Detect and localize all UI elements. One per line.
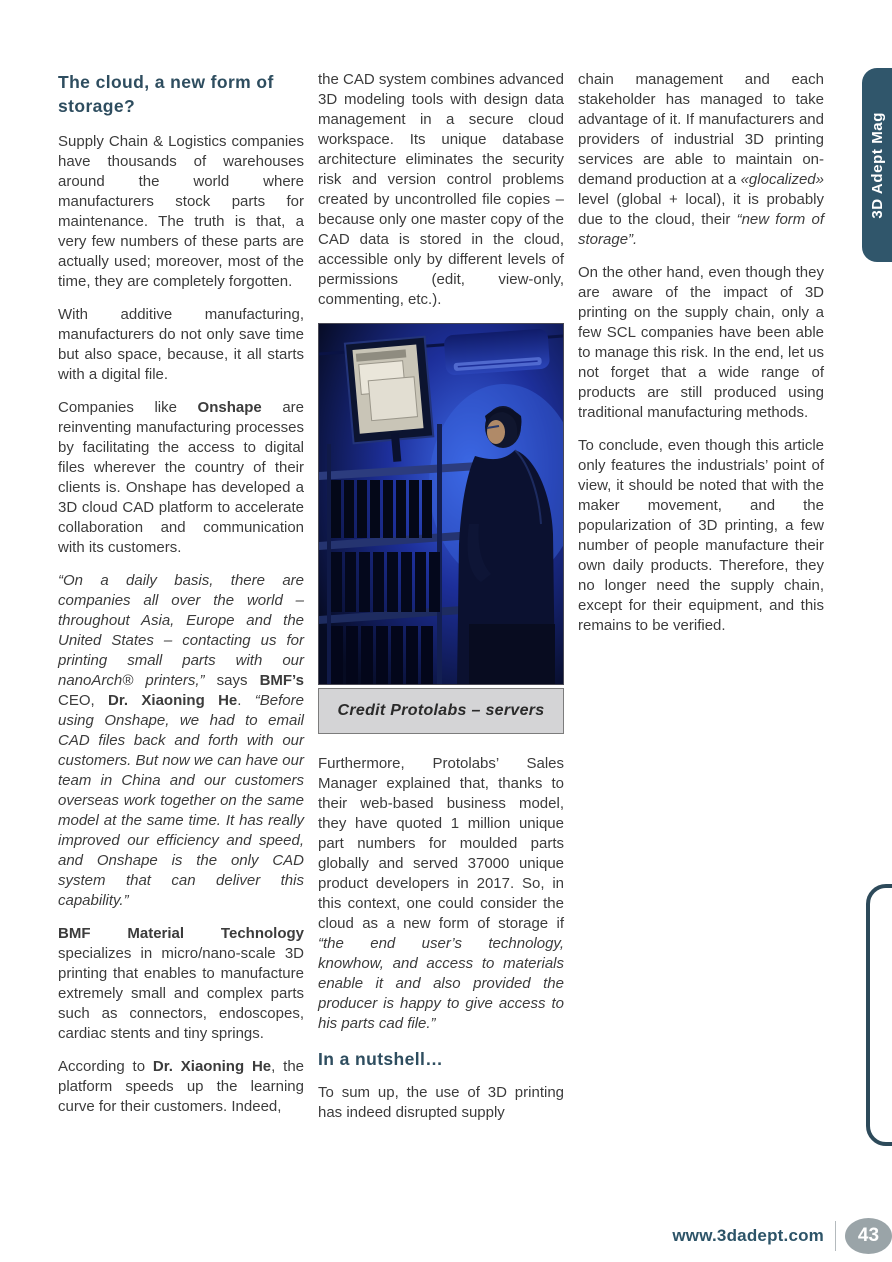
paragraph: “On a daily basis, there are companies all over the world – throughout Asia, Europe and the United States – contacting us for printing small parts with our nanoArch® printers,” says BMF’s CEO, Dr. Xiaoning He. “Before using Onshape, we had to email CAD files back and forth with our customers. But now we can have our team in China and our customers overseas work together on the same model at the same time. It has really improved our efficiency and speed, and Onshape is the only CAD system that can deliver this capability.” bbox=[58, 572, 305, 909]
photo-caption bbox=[318, 688, 564, 734]
paragraph: To conclude, even though this article only features the industrials’ point of view, it should be noted that with the maker movement, and the popularization of 3D printing, a few number of people manufacture their own daily products. Therefore, they no longer need the supply chain, except for their equipment, and this remains to be verified. bbox=[578, 437, 824, 634]
side-tab-label: 3D Adept Mag bbox=[868, 111, 886, 219]
page-number: 43 bbox=[857, 1225, 880, 1246]
page-footer bbox=[672, 1217, 892, 1255]
column-right bbox=[578, 70, 824, 649]
paragraph: the CAD system combines advanced 3D modeling tools with design data management in a secure cloud workspace. Its unique database architecture eliminates the security risk and version control problems created by uncontrolled file copies – because only one master copy of the CAD data is stored in the cloud, accessible only by different levels of permissions (edit, view-only, commenting, etc.). bbox=[318, 71, 564, 308]
column-middle bbox=[318, 70, 564, 1136]
paragraph: According to Dr. Xiaoning He, the platform speeds up the learning curve for their customers. Indeed, bbox=[58, 1058, 305, 1115]
paragraph: Companies like Onshape are reinventing manufacturing processes by facilitating the access to digital files wherever the country of their clients is. Onshape has developed a 3D cloud CAD platform to accelerate collaboration and communication with its customers. bbox=[58, 399, 304, 556]
article-heading: The cloud, a new form of storage? bbox=[58, 72, 274, 116]
column-left bbox=[58, 70, 304, 1130]
section-subheading: In a nutshell… bbox=[318, 1049, 444, 1069]
side-tab-outline bbox=[866, 884, 892, 1146]
paragraph: Supply Chain & Logistics companies have thousands of warehouses around the world where manufacturers stock parts for maintenance. The truth is that, a very few numbers of these parts are actually used; moreover, most of the time, they are completely forgotten. bbox=[58, 133, 304, 290]
server-room-photo bbox=[318, 323, 564, 685]
paragraph: To sum up, the use of 3D printing has indeed disrupted supply bbox=[318, 1084, 564, 1121]
paragraph: Furthermore, Protolabs’ Sales Manager explained that, thanks to their web-based business model, they have quoted 1 million unique part numbers for moulded parts globally and served 37000 unique product developers in 2017. So, in this context, one could consider the cloud as a new form of storage if “the end user’s technology, knowhow, and access to materials enable it and also provided the producer is happy to give access to his parts cad file.” bbox=[318, 755, 564, 1032]
page-number-badge bbox=[845, 1218, 892, 1254]
paragraph: With additive manufacturing, manufacturers do not only save time but also space, because, it all starts with a digital file. bbox=[58, 306, 304, 383]
footer-divider bbox=[835, 1221, 836, 1251]
magazine-side-tab bbox=[862, 68, 892, 262]
paragraph: chain management and each stakeholder has managed to take advantage of it. If manufacturers and providers of industrial 3D printing services are able to maintain on-demand production at a «glocalized» level (global + local), it is probably due to the cloud, their “new form of storage”. bbox=[578, 71, 824, 248]
photo-caption-text: Credit Protolabs – servers bbox=[337, 702, 545, 719]
website-link[interactable]: www.3dadept.com bbox=[672, 1226, 824, 1245]
paragraph: On the other hand, even though they are aware of the impact of 3D printing on the supply chain, only a few SCL companies have been able to manage this risk. In the end, let us not forget that a wide range of products are still produced using traditional manufacturing methods. bbox=[578, 264, 824, 421]
paragraph: BMF Material Technology specializes in micro/nano-scale 3D printing that enables to manufacture extremely small and complex parts such as connectors, endoscopes, cardiac stents and tiny springs. bbox=[58, 925, 304, 1042]
